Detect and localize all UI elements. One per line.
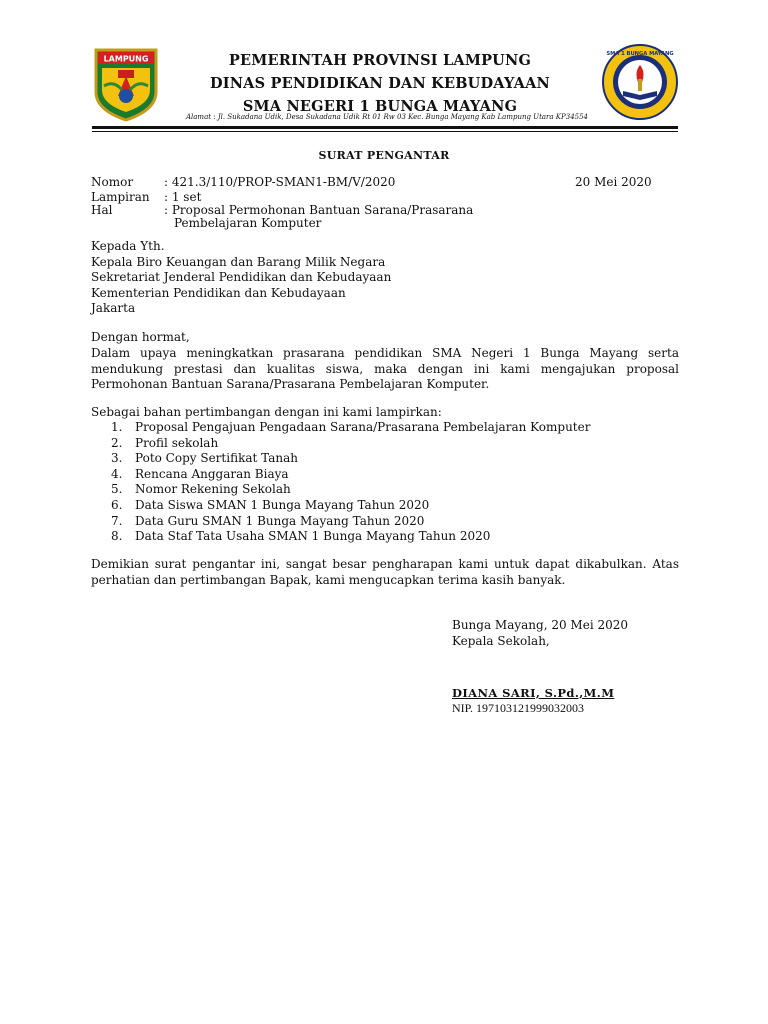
attachment-item: [111, 497, 590, 514]
lampiran-label: Lampiran: [91, 190, 150, 204]
school-emblem-label: SMA 1 BUNGA MAYANG: [606, 51, 674, 57]
attachment-item: [111, 435, 590, 452]
lampiran-value: : 1 set: [164, 190, 202, 204]
letterhead-rule-thin: [92, 131, 678, 132]
lampung-province-emblem: [92, 46, 160, 122]
attachment-text: Data Siswa SMAN 1 Bunga Mayang Tahun 2020: [135, 497, 430, 512]
attachment-item: [111, 529, 590, 545]
letter-title: SURAT PENGANTAR: [318, 149, 450, 162]
attachments-intro: Sebagai bahan pertimbangan dengan ini kami lampirkan:: [91, 405, 442, 419]
attachment-number: 3.: [111, 451, 123, 466]
attachment-number: 6.: [111, 497, 123, 512]
closing-paragraph: Demikian surat pengantar ini, sangat besar pengharapan kami untuk dapat dikabulkan. Atas perhatian dan pertimbangan Bapak, kami mengucapkan terima kasih banyak.: [91, 557, 679, 587]
school-emblem: [601, 43, 679, 121]
letterhead-address: Alamat : Jl. Sukadana Udik, Desa Sukadana Udik Rt 01 Rw 03 Kec. Bunga Mayang Kab Lampung Utara KP34554: [185, 113, 589, 121]
attachment-text: Poto Copy Sertifikat Tanah: [135, 451, 298, 466]
attachment-text: Data Guru SMAN 1 Bunga Mayang Tahun 2020: [135, 513, 425, 528]
signatory-name: DIANA SARI, S.Pd.,M.M: [452, 686, 615, 700]
attachment-list: [91, 420, 590, 545]
recipient-city: Jakarta: [91, 301, 136, 315]
letterhead-department: DINAS PENDIDIKAN DAN KEBUDAYAAN: [209, 75, 551, 92]
attachment-text: Proposal Pengajuan Pengadaan Sarana/Prasarana Pembelajaran Komputer: [135, 420, 591, 434]
attachment-number: 1.: [111, 420, 123, 434]
attachment-number: 7.: [111, 513, 123, 528]
letterhead-rule-thick: [92, 126, 678, 129]
nomor-value: : 421.3/110/PROP-SMAN1-BM/V/2020: [164, 175, 396, 189]
attachment-item: [111, 513, 590, 530]
letterhead-school-name: SMA NEGERI 1 BUNGA MAYANG: [242, 98, 518, 115]
hal-label: Hal: [91, 203, 113, 217]
attachment-item: [111, 482, 590, 498]
nomor-label: Nomor: [91, 175, 134, 189]
recipient-salutation: Kepada Yth.: [91, 239, 165, 253]
attachment-number: 4.: [111, 466, 123, 481]
recipient-line: Sekretariat Jenderal Pendidikan dan Kebudayaan: [91, 270, 392, 284]
body-paragraph: Dalam upaya meningkatkan prasarana pendidikan SMA Negeri 1 Bunga Mayang serta mendukung prestasi dan kualitas siswa, maka dengan ini kami mengajukan proposal Permohonan Bantuan Sarana/Prasarana Pembelajaran Komputer.: [91, 346, 679, 391]
letterhead-government: PEMERINTAH PROVINSI LAMPUNG: [228, 52, 532, 69]
hal-value-continued: Pembelajaran Komputer: [174, 216, 322, 230]
emblem-label: LAMPUNG: [103, 54, 149, 64]
attachment-number: 5.: [111, 482, 123, 497]
attachment-text: Nomor Rekening Sekolah: [135, 482, 291, 497]
hal-value: : Proposal Permohonan Bantuan Sarana/Prasarana: [164, 203, 474, 217]
recipient-line: Kementerian Pendidikan dan Kebudayaan: [91, 286, 346, 300]
signature-position: Kepala Sekolah,: [452, 634, 550, 648]
recipient-line: Kepala Biro Keuangan dan Barang Milik Negara: [91, 255, 386, 269]
attachment-text: Profil sekolah: [135, 435, 219, 450]
attachment-text: Rencana Anggaran Biaya: [135, 466, 289, 481]
attachment-item: [111, 451, 590, 467]
attachment-number: 8.: [111, 529, 123, 544]
attachment-text: Data Staf Tata Usaha SMAN 1 Bunga Mayang Tahun 2020: [135, 529, 491, 544]
attachment-item: [111, 466, 590, 483]
signature-place-date: Bunga Mayang, 20 Mei 2020: [452, 618, 629, 632]
attachment-item: [111, 420, 591, 436]
greeting: Dengan hormat,: [91, 330, 190, 344]
attachment-number: 2.: [111, 435, 123, 450]
letter-date: 20 Mei 2020: [575, 175, 652, 189]
signatory-nip: NIP. 197103121999032003: [452, 701, 585, 715]
